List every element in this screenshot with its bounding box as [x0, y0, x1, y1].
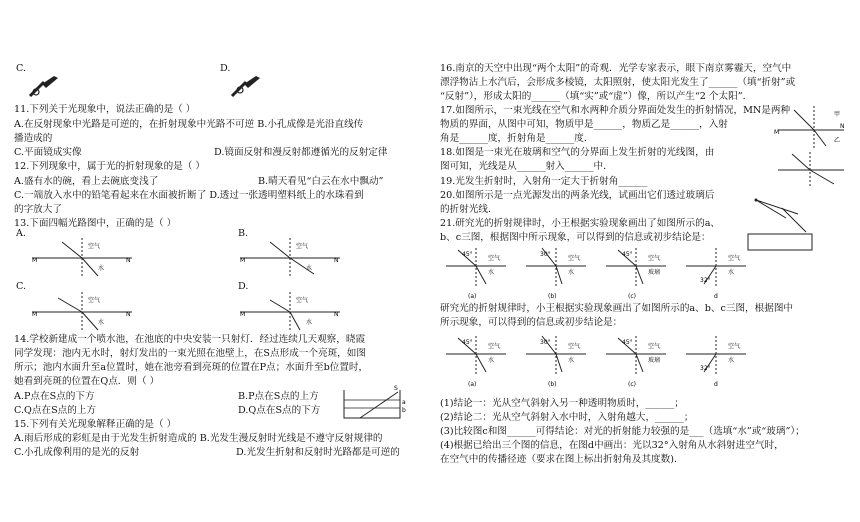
spot-s-label: S: [394, 385, 398, 392]
n-label: N: [334, 257, 339, 264]
air-label: 空气: [728, 343, 741, 350]
sub-label: (b): [548, 381, 557, 388]
water-label: 水: [568, 269, 575, 276]
angle-label: 45°: [462, 251, 473, 258]
q21-restate-1: 研究光的折射规律时，小王根据实验现象画出了如图所示的a、b、c三图，根据图中: [440, 303, 794, 314]
angle-label: 30°: [540, 339, 551, 346]
q21-conclusion-1: (1)结论一：光从空气斜射入另一种透明物质时，______；: [440, 398, 684, 409]
q17-stem-3: 角是______度，折射角是______度．: [440, 133, 594, 144]
sub-label: (b): [548, 293, 557, 300]
sub-label: (c): [628, 293, 636, 300]
n-label: N: [334, 311, 339, 318]
q11-option-d: D.镜面反射和漫反射都遵循光的反射定律: [214, 147, 388, 158]
q12-option-c: C.一端放入水中的铅笔看起来在水面被折断了 D.透过一张透明塑料纸上的水珠看到: [14, 190, 364, 201]
q13-a-label: A.: [16, 228, 26, 239]
q15-option-c: C.小孔成像利用的是光的反射: [14, 447, 140, 458]
sub-label: d: [714, 293, 718, 300]
air-label: 空气: [88, 243, 101, 250]
air-label: 空气: [728, 255, 741, 262]
q18-stem-2: 图可知，光线是从______射入______中．: [440, 161, 613, 172]
q12-option-a: A.盛有水的碗，看上去碗底变浅了: [14, 176, 159, 187]
air-label: 空气: [296, 243, 309, 250]
water-label: 水: [306, 319, 313, 326]
q14-stem-2: 同学发现：池内无水时，射灯发出的一束光照在池壁上，在S点形成一个亮斑，如图: [14, 348, 366, 359]
pool-diagram: [340, 384, 406, 424]
q21-stem-1: 21.研究光的折射规律时，小王根据实验现象画出了如图所示的a、: [440, 218, 721, 229]
n-label: N: [126, 257, 131, 264]
q21-fig-b: [526, 248, 586, 300]
n-label: N: [126, 311, 131, 318]
air-label: 空气: [488, 255, 501, 262]
q13-diagram-b: [240, 238, 340, 278]
q16-stem-2: 漂浮物沾上水汽后，会形成多棱镜，太阳照射，使太阳光发生了______（填“折射”或: [440, 77, 796, 88]
sub-label: d: [714, 381, 718, 388]
q15-option-a: A.雨后形成的彩虹是由于光发生折射造成的 B.光发生漫反射时光线是不遵守反射规律的: [14, 433, 383, 444]
water-label: 水: [98, 265, 105, 272]
sub-label: (a): [468, 293, 477, 300]
q21-fig-c: [606, 248, 666, 300]
air-label: 空气: [648, 343, 661, 350]
q13-diagram-d: [240, 292, 340, 332]
q21-figures-row1: [440, 244, 770, 300]
lens-pencil-figure-c: [24, 70, 64, 100]
q21-conclusion-3: (3)比较图c和图______可得结论：对光的折射能力较强的是___（选填“水”或“玻璃”）；: [440, 426, 805, 437]
air-label: 空气: [568, 255, 581, 262]
q13-c-label: C.: [16, 281, 27, 292]
q21-fig-b: [526, 336, 586, 388]
air-label: 空气: [648, 255, 661, 262]
glass-label: 玻璃: [648, 357, 661, 364]
q14-option-c: C.Q点在S点的上方: [14, 405, 97, 416]
q14-stem-4: 她看到亮斑的位置在Q点．则（ ）: [14, 376, 160, 387]
q13-d-label: D.: [238, 281, 249, 292]
option-c-label: C.: [16, 63, 27, 74]
q17-diagram: [774, 104, 846, 148]
m-label: M: [32, 257, 38, 264]
water-label: 水: [728, 357, 735, 364]
q21-conclusion-4-cont: 在空气中的传播径迹（要求在图上标出折射角及其度数)．: [440, 454, 684, 465]
medium-b-label: 乙: [834, 137, 841, 144]
q13-b-label: B.: [238, 228, 249, 239]
water-label: 水: [488, 357, 495, 364]
q21-fig-a: [446, 336, 506, 388]
q13-diagram-c: [32, 292, 132, 332]
q12-option-c-cont: 的字放大了: [14, 204, 62, 215]
option-d-label: D.: [220, 63, 231, 74]
q14-option-a: A.P点在S点的下方: [14, 391, 95, 402]
m-label: M: [240, 311, 246, 318]
n-label: N: [840, 123, 845, 130]
q21-fig-d: [686, 248, 746, 300]
q11-option-a: A.在反射现象中光路是可逆的，在折射现象中光路不可逆 B.小孔成像是光沿直线传: [14, 119, 364, 130]
level-a-label: a: [402, 399, 406, 406]
q12-option-b: B.晴天看见“白云在水中飘动”: [258, 176, 384, 187]
water-label: 水: [568, 357, 575, 364]
glass-label: 玻璃: [648, 269, 661, 276]
q11-stem: 11.下列关于光现象中，说法正确的是（ ）: [14, 104, 196, 115]
angle-label: 45°: [462, 339, 473, 346]
q13-stem: 13.下面四幅光路图中，正确的是（ ）: [14, 218, 177, 229]
q17-stem-2: 物质的界面，从图中可知，物质甲是______，物质乙是______，入射: [440, 119, 728, 130]
angle-label: 45°: [622, 251, 633, 258]
q13-diagram-a: [32, 238, 132, 278]
q20-stem-2: 的折射光线．: [440, 204, 498, 215]
q16-stem-3: “反射”），形成太阳的______（填“实”或“虚”）像，所以产生“2 个太阳”．: [440, 91, 753, 102]
q11-option-c: C.平面镜成实像: [14, 147, 82, 158]
air-label: 空气: [88, 297, 101, 304]
q14-option-d: D.Q点在S点的下方: [238, 405, 321, 416]
q18-diagram: [774, 150, 846, 190]
sub-label: (a): [468, 381, 477, 388]
water-label: 水: [306, 265, 313, 272]
water-label: 水: [728, 269, 735, 276]
q15-option-d: D.光发生折射和反射时光路都是可逆的: [236, 447, 400, 458]
lens-pencil-figure-d: [226, 70, 266, 100]
q21-figures-row2: [440, 332, 770, 388]
m-label: M: [32, 311, 38, 318]
medium-a-label: 甲: [834, 111, 841, 118]
q21-fig-c: [606, 336, 666, 388]
q21-stem-2: b、c三图，根据图中所示现象，可以得到的信息或初步结论是：: [440, 232, 711, 243]
q19-stem: 19.光发生折射时，入射角一定大于折射角______: [440, 176, 648, 187]
air-label: 空气: [568, 343, 581, 350]
m-label: M: [774, 129, 780, 136]
air-label: 空气: [488, 343, 501, 350]
q14-stem-3: 所示；池内水面升至a位置时，她在池旁看到亮斑的位置在P点；水面升至b位置时，: [14, 362, 369, 373]
water-label: 水: [488, 269, 495, 276]
angle-label: 32°: [700, 365, 711, 372]
m-label: M: [240, 257, 246, 264]
air-label: 空气: [296, 297, 309, 304]
q16-stem-1: 16.南京的天空中出现“两个太阳”的奇观．光学专家表示，眼下南京雾霾天，空气中: [440, 63, 792, 74]
level-b-label: b: [402, 407, 406, 414]
q20-stem-1: 20.如图所示是一点光源发出的两条光线，试画出它们透过玻璃后: [440, 190, 715, 201]
q21-conclusion-2: (2)结论二：光从空气斜射入水中时，入射角越大，______；: [440, 412, 694, 423]
angle-label: 30°: [540, 251, 551, 258]
water-label: 水: [98, 319, 105, 326]
q11-option-a-cont: 播造成的: [14, 133, 53, 144]
q21-fig-a: [446, 248, 506, 300]
q21-fig-d: [686, 336, 746, 388]
q21-restate-2: 所示现象，可以得到的信息或初步结论是：: [440, 317, 623, 328]
q15-stem: 15.下列有关光现象解释正确的是（ ）: [14, 419, 177, 430]
q14-option-b: B.P点在S点的上方: [238, 391, 319, 402]
sub-label: (c): [628, 381, 636, 388]
q12-stem: 12.下列现象中，属于光的折射现象的是（ ）: [14, 161, 205, 172]
q21-conclusion-4: (4)根据已给出三个图的信息，在图d中画出：光以32°入射角从水斜射进空气时，: [440, 440, 784, 451]
angle-label: 32°: [700, 277, 711, 284]
q18-stem-1: 18.如图是一束光在玻璃和空气的分界面上发生折射的光线图，由: [440, 147, 715, 158]
q14-stem-1: 14.学校新建成一个喷水池，在池底的中央安装一只射灯．经过连续几天观察，晓霞: [14, 334, 366, 345]
q17-stem-1: 17.如图所示，一束光线在空气和水两种介质分界面处发生的折射情况，MN是两种: [440, 105, 791, 116]
angle-label: 45°: [622, 339, 633, 346]
